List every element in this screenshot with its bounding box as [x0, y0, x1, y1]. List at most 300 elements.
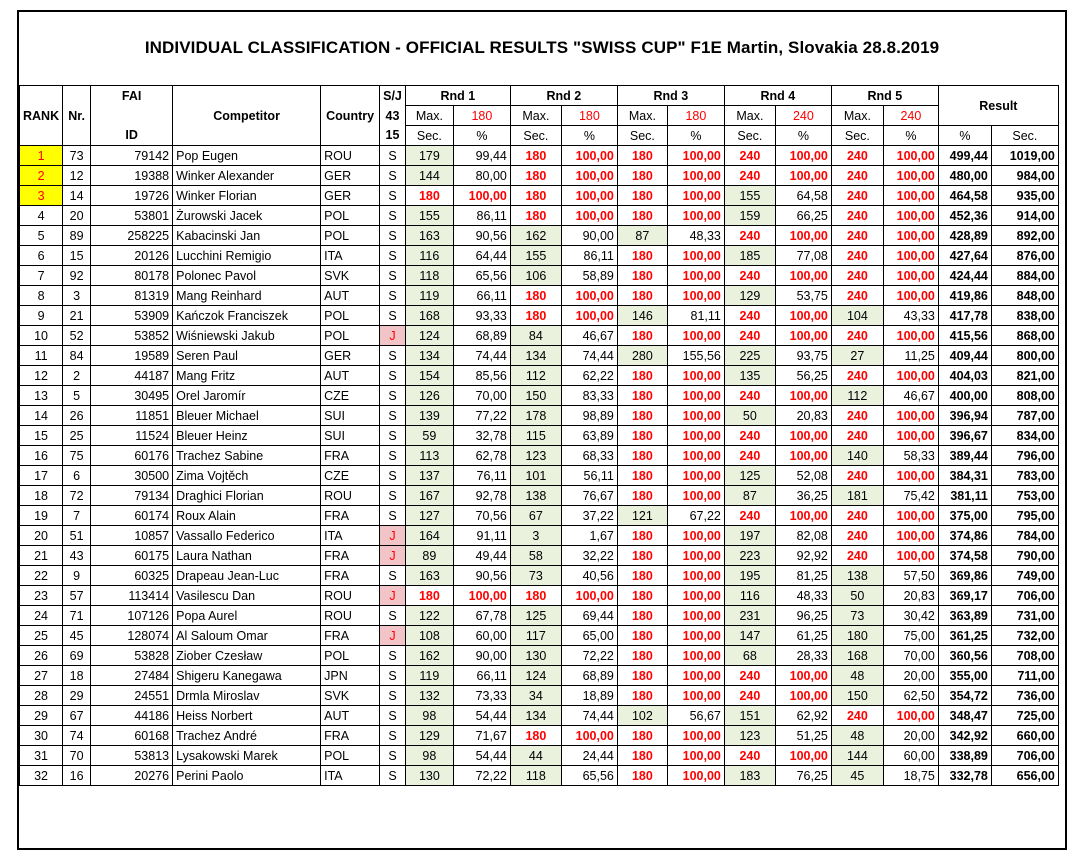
table-row: [20, 746, 1059, 766]
round-pct-cell: 20,83: [883, 586, 938, 606]
round-sec-cell: 125: [724, 466, 775, 486]
round-sec-cell: 122: [405, 606, 453, 626]
round-header: Rnd 2: [510, 86, 617, 106]
round-pct-cell: 62,92: [775, 706, 831, 726]
round-pct-cell: 100,00: [667, 586, 724, 606]
sj-cell: S: [380, 206, 406, 226]
round-pct-cell: 82,08: [775, 526, 831, 546]
round-pct-cell: 100,00: [883, 546, 938, 566]
round-pct-cell: 51,25: [775, 726, 831, 746]
round-sec-cell: 223: [724, 546, 775, 566]
round-sec-cell: 240: [831, 546, 883, 566]
round-pct-cell: 99,44: [453, 146, 510, 166]
round-pct-cell: 100,00: [883, 226, 938, 246]
round-pct-cell: 100,00: [883, 246, 938, 266]
sj-cell: S: [380, 186, 406, 206]
round-pct-cell: 93,75: [775, 346, 831, 366]
result-sec-cell: 784,00: [991, 526, 1058, 546]
country-cell: SVK: [321, 266, 380, 286]
round-sec-cell: 180: [617, 146, 667, 166]
round-sec-cell: 240: [831, 206, 883, 226]
round-sec-cell: 84: [510, 326, 561, 346]
sj-cell: S: [380, 246, 406, 266]
round-sec-cell: 130: [405, 766, 453, 786]
nr-cell: 25: [63, 426, 91, 446]
sj-cell: S: [380, 766, 406, 786]
competitor-cell: Pop Eugen: [173, 146, 321, 166]
round-pct-cell: 100,00: [775, 226, 831, 246]
sec-header: Sec.: [724, 126, 775, 146]
round-sec-cell: 113: [405, 446, 453, 466]
table-row: [20, 326, 1059, 346]
table-row: [20, 446, 1059, 466]
round-pct-cell: 58,89: [561, 266, 617, 286]
country-cell: CZE: [321, 386, 380, 406]
round-pct-cell: 83,33: [561, 386, 617, 406]
competitor-cell: Polonec Pavol: [173, 266, 321, 286]
country-cell: POL: [321, 306, 380, 326]
result-sec-header: Sec.: [991, 126, 1058, 146]
round-pct-cell: 96,25: [775, 606, 831, 626]
round-pct-cell: 90,56: [453, 226, 510, 246]
round-sec-cell: 280: [617, 346, 667, 366]
round-sec-cell: 116: [405, 246, 453, 266]
sj-cell: J: [380, 626, 406, 646]
nr-cell: 16: [63, 766, 91, 786]
round-pct-cell: 62,22: [561, 366, 617, 386]
round-pct-cell: 52,08: [775, 466, 831, 486]
round-pct-cell: 90,00: [453, 646, 510, 666]
round-sec-cell: 119: [405, 286, 453, 306]
table-row: [20, 646, 1059, 666]
round-sec-cell: 34: [510, 686, 561, 706]
fai-id-cell: 44186: [91, 706, 173, 726]
competitor-cell: Roux Alain: [173, 506, 321, 526]
round-pct-cell: 65,56: [561, 766, 617, 786]
round-pct-cell: 63,89: [561, 426, 617, 446]
rank-cell: 6: [20, 246, 63, 266]
rank-cell: 26: [20, 646, 63, 666]
round-sec-cell: 180: [617, 606, 667, 626]
max-value: 180: [667, 106, 724, 126]
round-sec-cell: 101: [510, 466, 561, 486]
result-sec-cell: 808,00: [991, 386, 1058, 406]
rank-cell: 28: [20, 686, 63, 706]
country-cell: FRA: [321, 566, 380, 586]
round-sec-cell: 108: [405, 626, 453, 646]
round-pct-cell: 20,00: [883, 666, 938, 686]
country-cell: POL: [321, 746, 380, 766]
round-sec-cell: 73: [510, 566, 561, 586]
pct-header: %: [561, 126, 617, 146]
round-header: Rnd 3: [617, 86, 724, 106]
round-sec-cell: 126: [405, 386, 453, 406]
round-pct-cell: 58,33: [883, 446, 938, 466]
round-sec-cell: 115: [510, 426, 561, 446]
competitor-cell: Trachez André: [173, 726, 321, 746]
round-sec-cell: 162: [510, 226, 561, 246]
round-pct-cell: 100,00: [883, 166, 938, 186]
competitor-cell: Heiss Norbert: [173, 706, 321, 726]
country-cell: POL: [321, 326, 380, 346]
round-sec-cell: 197: [724, 526, 775, 546]
table-row: [20, 366, 1059, 386]
country-cell: SUI: [321, 426, 380, 446]
result-sec-cell: 914,00: [991, 206, 1058, 226]
round-pct-cell: 91,11: [453, 526, 510, 546]
fai-id-cell: 128074: [91, 626, 173, 646]
round-sec-cell: 50: [831, 586, 883, 606]
sj-cell: S: [380, 366, 406, 386]
nr-cell: 26: [63, 406, 91, 426]
round-sec-cell: 58: [510, 546, 561, 566]
round-pct-cell: 80,00: [453, 166, 510, 186]
round-pct-cell: 70,00: [883, 646, 938, 666]
round-pct-cell: 100,00: [667, 266, 724, 286]
round-sec-cell: 163: [405, 226, 453, 246]
round-sec-cell: 168: [405, 306, 453, 326]
round-sec-cell: 180: [510, 166, 561, 186]
fai-id-cell: 53852: [91, 326, 173, 346]
round-pct-cell: 81,25: [775, 566, 831, 586]
fai-id-cell: 60325: [91, 566, 173, 586]
round-pct-cell: 20,00: [883, 726, 938, 746]
round-pct-cell: 100,00: [883, 326, 938, 346]
round-sec-cell: 137: [405, 466, 453, 486]
round-pct-cell: 100,00: [775, 166, 831, 186]
result-sec-cell: 660,00: [991, 726, 1058, 746]
table-row: [20, 566, 1059, 586]
round-sec-cell: 180: [510, 146, 561, 166]
round-pct-cell: 46,67: [561, 326, 617, 346]
round-sec-cell: 164: [405, 526, 453, 546]
country-cell: POL: [321, 226, 380, 246]
round-pct-cell: 100,00: [775, 506, 831, 526]
competitor-cell: Bleuer Michael: [173, 406, 321, 426]
competitor-cell: Laura Nathan: [173, 546, 321, 566]
round-pct-cell: 60,00: [883, 746, 938, 766]
rank-cell: 7: [20, 266, 63, 286]
rank-cell: 8: [20, 286, 63, 306]
round-pct-cell: 100,00: [561, 586, 617, 606]
result-sec-cell: 731,00: [991, 606, 1058, 626]
country-cell: GER: [321, 346, 380, 366]
result-pct-cell: 375,00: [938, 506, 991, 526]
table-row: [20, 706, 1059, 726]
competitor-cell: Kabacinski Jan: [173, 226, 321, 246]
sj-cell: J: [380, 526, 406, 546]
result-sec-cell: 892,00: [991, 226, 1058, 246]
round-sec-cell: 240: [831, 226, 883, 246]
sj-cell: S: [380, 346, 406, 366]
round-sec-cell: 87: [617, 226, 667, 246]
round-sec-cell: 180: [510, 306, 561, 326]
result-pct-cell: 419,86: [938, 286, 991, 306]
result-sec-cell: 876,00: [991, 246, 1058, 266]
round-sec-cell: 180: [617, 446, 667, 466]
competitor-cell: Shigeru Kanegawa: [173, 666, 321, 686]
round-sec-cell: 240: [724, 306, 775, 326]
result-pct-cell: 342,92: [938, 726, 991, 746]
competitor-cell: Trachez Sabine: [173, 446, 321, 466]
round-pct-cell: 67,22: [667, 506, 724, 526]
country-cell: FRA: [321, 506, 380, 526]
competitor-cell: Vasilescu Dan: [173, 586, 321, 606]
nr-cell: 70: [63, 746, 91, 766]
round-pct-cell: 73,33: [453, 686, 510, 706]
competitor-cell: Ziober Czesław: [173, 646, 321, 666]
result-pct-cell: 354,72: [938, 686, 991, 706]
round-pct-cell: 100,00: [883, 186, 938, 206]
fai-id-cell: 60175: [91, 546, 173, 566]
fai-id-cell: 44187: [91, 366, 173, 386]
fai-id-cell: 10857: [91, 526, 173, 546]
country-cell: GER: [321, 186, 380, 206]
round-sec-cell: 147: [724, 626, 775, 646]
round-pct-cell: 62,78: [453, 446, 510, 466]
round-pct-cell: 74,44: [561, 346, 617, 366]
round-sec-cell: 240: [831, 406, 883, 426]
rank-cell: 30: [20, 726, 63, 746]
round-pct-cell: 70,00: [453, 386, 510, 406]
sj-cell: S: [380, 166, 406, 186]
round-sec-cell: 150: [510, 386, 561, 406]
table-row: [20, 286, 1059, 306]
round-pct-cell: 60,00: [453, 626, 510, 646]
round-sec-cell: 180: [510, 206, 561, 226]
result-sec-cell: 708,00: [991, 646, 1058, 666]
round-sec-cell: 225: [724, 346, 775, 366]
nr-cell: 5: [63, 386, 91, 406]
country-cell: FRA: [321, 626, 380, 646]
sj-cell: S: [380, 646, 406, 666]
rank-cell: 23: [20, 586, 63, 606]
result-sec-cell: 800,00: [991, 346, 1058, 366]
result-sec-cell: 787,00: [991, 406, 1058, 426]
round-pct-cell: 100,00: [775, 746, 831, 766]
result-pct-cell: 369,86: [938, 566, 991, 586]
round-sec-cell: 231: [724, 606, 775, 626]
rank-header: RANK: [20, 86, 63, 146]
round-pct-cell: 100,00: [667, 326, 724, 346]
round-sec-cell: 159: [724, 206, 775, 226]
table-row: [20, 686, 1059, 706]
round-sec-cell: 117: [510, 626, 561, 646]
result-pct-cell: 363,89: [938, 606, 991, 626]
result-pct-cell: 381,11: [938, 486, 991, 506]
fai-id-cell: 30495: [91, 386, 173, 406]
round-pct-cell: 100,00: [561, 166, 617, 186]
result-pct-cell: 400,00: [938, 386, 991, 406]
round-pct-cell: 100,00: [667, 686, 724, 706]
sj-cell: S: [380, 406, 406, 426]
result-sec-cell: 884,00: [991, 266, 1058, 286]
nr-cell: 92: [63, 266, 91, 286]
round-pct-cell: 100,00: [667, 186, 724, 206]
sec-header: Sec.: [617, 126, 667, 146]
round-sec-cell: 240: [831, 426, 883, 446]
table-row: [20, 486, 1059, 506]
round-sec-cell: 180: [617, 166, 667, 186]
fai-id-cell: 53801: [91, 206, 173, 226]
competitor-cell: Winker Alexander: [173, 166, 321, 186]
round-pct-cell: 18,75: [883, 766, 938, 786]
round-sec-cell: 240: [724, 746, 775, 766]
round-pct-cell: 100,00: [883, 366, 938, 386]
result-pct-cell: 464,58: [938, 186, 991, 206]
round-sec-cell: 240: [831, 186, 883, 206]
round-pct-cell: 54,44: [453, 746, 510, 766]
country-cell: POL: [321, 206, 380, 226]
sj-count-header: 15: [380, 126, 406, 146]
country-cell: JPN: [321, 666, 380, 686]
round-sec-cell: 119: [405, 666, 453, 686]
competitor-cell: Seren Paul: [173, 346, 321, 366]
result-pct-cell: 374,86: [938, 526, 991, 546]
table-row: [20, 666, 1059, 686]
rank-cell: 27: [20, 666, 63, 686]
round-pct-cell: 100,00: [775, 686, 831, 706]
round-pct-cell: 100,00: [667, 366, 724, 386]
round-sec-cell: 162: [405, 646, 453, 666]
fai-id-cell: 53828: [91, 646, 173, 666]
round-pct-cell: 56,11: [561, 466, 617, 486]
result-pct-cell: 396,67: [938, 426, 991, 446]
round-sec-cell: 240: [724, 166, 775, 186]
country-cell: SVK: [321, 686, 380, 706]
sj-cell: S: [380, 706, 406, 726]
round-sec-cell: 180: [617, 586, 667, 606]
round-sec-cell: 180: [617, 626, 667, 646]
pct-header: %: [775, 126, 831, 146]
round-pct-cell: 65,56: [453, 266, 510, 286]
fai-id-cell: 107126: [91, 606, 173, 626]
round-pct-cell: 30,42: [883, 606, 938, 626]
round-sec-cell: 138: [831, 566, 883, 586]
result-pct-cell: 374,58: [938, 546, 991, 566]
round-sec-cell: 240: [724, 686, 775, 706]
round-pct-cell: 81,11: [667, 306, 724, 326]
table-header: [20, 86, 1059, 146]
result-pct-cell: 348,47: [938, 706, 991, 726]
competitor-cell: Zima Vojtěch: [173, 466, 321, 486]
round-sec-cell: 180: [617, 566, 667, 586]
round-pct-cell: 100,00: [775, 306, 831, 326]
round-pct-cell: 72,22: [561, 646, 617, 666]
table-row: [20, 306, 1059, 326]
round-sec-cell: 139: [405, 406, 453, 426]
country-cell: ROU: [321, 486, 380, 506]
round-pct-cell: 100,00: [667, 246, 724, 266]
round-sec-cell: 180: [617, 366, 667, 386]
round-pct-cell: 62,50: [883, 686, 938, 706]
competitor-cell: Perini Paolo: [173, 766, 321, 786]
round-pct-cell: 100,00: [883, 146, 938, 166]
sj-cell: S: [380, 386, 406, 406]
round-pct-cell: 11,25: [883, 346, 938, 366]
round-sec-cell: 3: [510, 526, 561, 546]
fai-id-cell: 20276: [91, 766, 173, 786]
round-sec-cell: 163: [405, 566, 453, 586]
sj-cell: S: [380, 466, 406, 486]
round-sec-cell: 118: [405, 266, 453, 286]
round-pct-cell: 61,25: [775, 626, 831, 646]
round-sec-cell: 240: [831, 166, 883, 186]
nr-cell: 29: [63, 686, 91, 706]
round-sec-cell: 151: [724, 706, 775, 726]
round-sec-cell: 240: [831, 506, 883, 526]
max-label: Max.: [617, 106, 667, 126]
result-pct-header: %: [938, 126, 991, 146]
nr-cell: 2: [63, 366, 91, 386]
round-pct-cell: 100,00: [883, 286, 938, 306]
nr-cell: 7: [63, 506, 91, 526]
round-pct-cell: 37,22: [561, 506, 617, 526]
fai-header-spacer: [91, 106, 173, 126]
round-sec-cell: 50: [724, 406, 775, 426]
competitor-cell: Orel Jaromír: [173, 386, 321, 406]
sec-header: Sec.: [510, 126, 561, 146]
table-row: [20, 166, 1059, 186]
competitor-cell: Żurowski Jacek: [173, 206, 321, 226]
round-sec-cell: 44: [510, 746, 561, 766]
round-sec-cell: 180: [617, 246, 667, 266]
country-cell: FRA: [321, 546, 380, 566]
rank-cell: 32: [20, 766, 63, 786]
round-sec-cell: 98: [405, 706, 453, 726]
fai-id-cell: 60174: [91, 506, 173, 526]
round-sec-cell: 121: [617, 506, 667, 526]
result-pct-cell: 409,44: [938, 346, 991, 366]
result-pct-cell: 369,17: [938, 586, 991, 606]
round-pct-cell: 100,00: [667, 746, 724, 766]
fai-id-cell: 79142: [91, 146, 173, 166]
result-sec-cell: 1019,00: [991, 146, 1058, 166]
round-sec-cell: 102: [617, 706, 667, 726]
round-pct-cell: 68,89: [453, 326, 510, 346]
round-pct-cell: 100,00: [561, 286, 617, 306]
table-row: [20, 546, 1059, 566]
round-sec-cell: 240: [831, 526, 883, 546]
pct-header: %: [883, 126, 938, 146]
round-sec-cell: 135: [724, 366, 775, 386]
result-pct-cell: 452,36: [938, 206, 991, 226]
round-sec-cell: 240: [724, 506, 775, 526]
table-row: [20, 266, 1059, 286]
fai-id-cell: 20126: [91, 246, 173, 266]
round-pct-cell: 100,00: [883, 266, 938, 286]
round-pct-cell: 100,00: [883, 406, 938, 426]
round-pct-cell: 100,00: [883, 506, 938, 526]
max-value: 180: [453, 106, 510, 126]
result-sec-cell: 656,00: [991, 766, 1058, 786]
sj-cell: S: [380, 506, 406, 526]
round-sec-cell: 150: [831, 686, 883, 706]
fai-id-cell: 80178: [91, 266, 173, 286]
result-pct-cell: 332,78: [938, 766, 991, 786]
sj-cell: S: [380, 686, 406, 706]
table-row: [20, 206, 1059, 226]
round-sec-cell: 240: [831, 146, 883, 166]
round-sec-cell: 240: [724, 666, 775, 686]
round-sec-cell: 123: [510, 446, 561, 466]
round-sec-cell: 73: [831, 606, 883, 626]
round-pct-cell: 67,78: [453, 606, 510, 626]
result-pct-cell: 384,31: [938, 466, 991, 486]
round-pct-cell: 66,11: [453, 666, 510, 686]
round-sec-cell: 155: [724, 186, 775, 206]
fai-id-cell: 53813: [91, 746, 173, 766]
